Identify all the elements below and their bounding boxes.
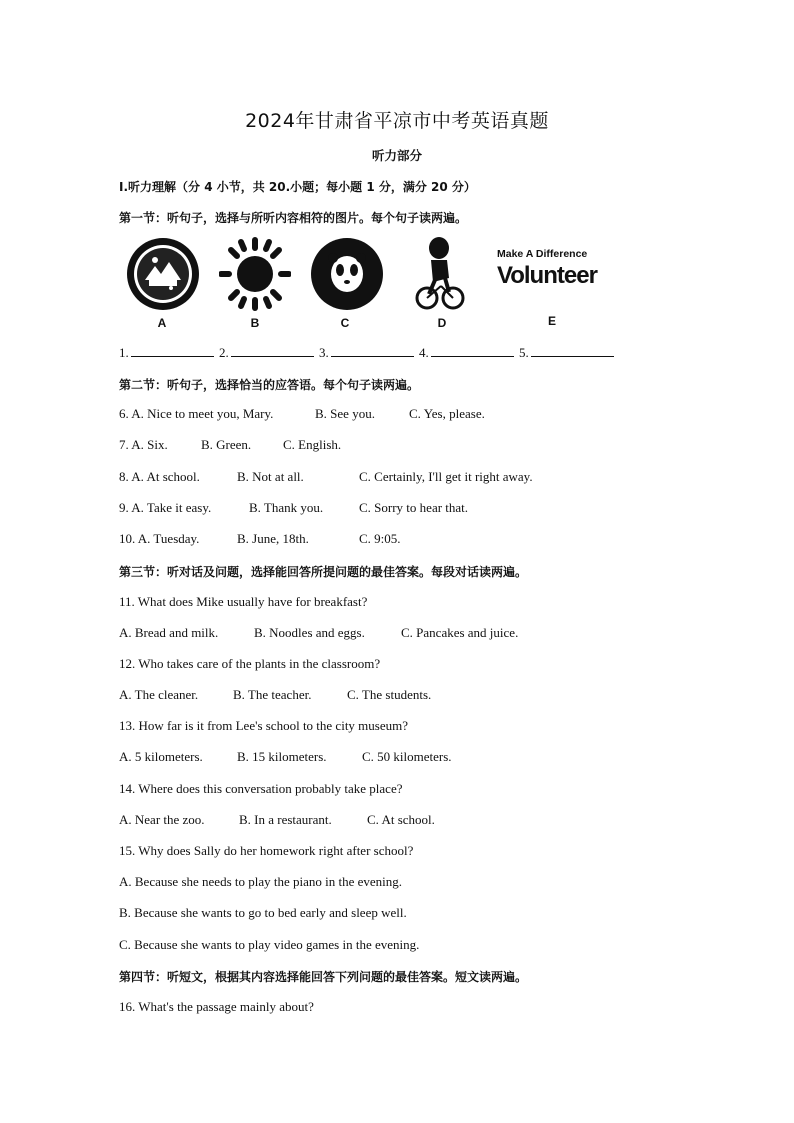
answer-blank-2[interactable] bbox=[231, 344, 314, 357]
picture-row bbox=[119, 236, 619, 331]
option: B. See you. bbox=[315, 406, 375, 421]
answer-blank-4[interactable] bbox=[431, 344, 514, 357]
part1-heading: Ⅰ.听力理解（分 4 小节，共 20.小题；每小题 1 分，满分 20 分） bbox=[119, 180, 476, 194]
question-6 bbox=[119, 406, 485, 422]
option: B. Thank you. bbox=[249, 500, 324, 515]
option: B. Green. bbox=[201, 437, 252, 452]
logo-wordmark: Volunteer bbox=[497, 262, 597, 289]
answer-blanks bbox=[119, 344, 616, 361]
option: A. The cleaner. bbox=[119, 687, 199, 702]
option: A. Near the zoo. bbox=[119, 812, 205, 827]
option: 8. A. At school. bbox=[119, 469, 200, 484]
question-13: 13. How far is it from Lee's school to the city museum? bbox=[119, 718, 409, 733]
option: C. 9:05. bbox=[359, 531, 401, 546]
option: B. In a restaurant. bbox=[239, 812, 332, 827]
blank-label-5: 5. bbox=[519, 345, 529, 360]
option: 10. A. Tuesday. bbox=[119, 531, 200, 546]
option: C. Yes, please. bbox=[409, 406, 485, 421]
blank-label-3: 3. bbox=[319, 345, 329, 360]
question-13-options bbox=[119, 749, 452, 765]
picture-label-c: C bbox=[340, 316, 350, 330]
option: B. The teacher. bbox=[233, 687, 312, 702]
picture-label-e: E bbox=[547, 314, 556, 328]
question-15: 15. Why does Sally do her homework right after school? bbox=[119, 843, 414, 858]
blank-label-1: 1. bbox=[119, 345, 129, 360]
page-title: 2024年甘肃省平凉市中考英语真题 bbox=[245, 110, 549, 132]
volunteer-logo bbox=[497, 248, 607, 290]
picture-label-a: A bbox=[157, 316, 167, 330]
blank-label-4: 4. bbox=[419, 345, 429, 360]
question-12-options bbox=[119, 687, 431, 703]
answer-blank-3[interactable] bbox=[331, 344, 414, 357]
blank-label-2: 2. bbox=[219, 345, 229, 360]
question-16: 16. What's the passage mainly about? bbox=[119, 999, 314, 1014]
option: B. Not at all. bbox=[237, 469, 304, 484]
question-11: 11. What does Mike usually have for breakfast? bbox=[119, 594, 368, 609]
question-14-options bbox=[119, 812, 435, 828]
picture-label-d: D bbox=[437, 316, 447, 330]
option: C. At school. bbox=[367, 812, 435, 827]
panda-icon bbox=[309, 236, 385, 317]
option: 7. A. Six. bbox=[119, 437, 168, 452]
option: C. English. bbox=[283, 437, 342, 452]
option: A. 5 kilometers. bbox=[119, 749, 203, 764]
option: C. 50 kilometers. bbox=[362, 749, 452, 764]
option: C. The students. bbox=[347, 687, 432, 702]
stamp-seal-icon bbox=[125, 236, 201, 317]
section-subtitle: 听力部分 bbox=[371, 148, 422, 163]
option: 6. A. Nice to meet you, Mary. bbox=[119, 406, 274, 421]
section1-heading: 第一节：听句子，选择与所听内容相符的图片。每个句子读两遍。 bbox=[119, 211, 468, 225]
question-14: 14. Where does this conversation probably take place? bbox=[119, 781, 403, 796]
question-9 bbox=[119, 500, 468, 516]
question-12: 12. Who takes care of the plants in the classroom? bbox=[119, 656, 381, 671]
option: C. Certainly, I'll get it right away. bbox=[359, 469, 533, 484]
sun-icon bbox=[219, 236, 291, 317]
option: B. 15 kilometers. bbox=[237, 749, 327, 764]
option: A. Bread and milk. bbox=[119, 625, 219, 640]
question-10 bbox=[119, 531, 401, 547]
question-7 bbox=[119, 437, 341, 453]
option: 9. A. Take it easy. bbox=[119, 500, 212, 515]
logo-tagline: Make A Difference bbox=[497, 248, 588, 260]
answer-blank-1[interactable] bbox=[131, 344, 214, 357]
picture-label-b: B bbox=[250, 316, 260, 330]
section3-heading: 第三节：听对话及问题，选择能回答所提问题的最佳答案。每段对话读两遍。 bbox=[119, 565, 528, 579]
question-8 bbox=[119, 469, 533, 485]
section4-heading: 第四节：听短文，根据其内容选择能回答下列问题的最佳答案。短文读两遍。 bbox=[119, 970, 528, 984]
question-15-option-c: C. Because she wants to play video games in the evening. bbox=[119, 937, 420, 952]
section2-heading: 第二节：听句子，选择恰当的应答语。每个句子读两遍。 bbox=[119, 378, 420, 392]
cyclist-icon bbox=[415, 236, 465, 317]
question-11-options bbox=[119, 625, 518, 641]
option: C. Pancakes and juice. bbox=[401, 625, 519, 640]
answer-blank-5[interactable] bbox=[531, 344, 614, 357]
option: B. June, 18th. bbox=[237, 531, 309, 546]
option: C. Sorry to hear that. bbox=[359, 500, 469, 515]
question-15-option-b: B. Because she wants to go to bed early and sleep well. bbox=[119, 905, 407, 920]
option: B. Noodles and eggs. bbox=[254, 625, 365, 640]
question-15-option-a: A. Because she needs to play the piano in the evening. bbox=[119, 874, 403, 889]
